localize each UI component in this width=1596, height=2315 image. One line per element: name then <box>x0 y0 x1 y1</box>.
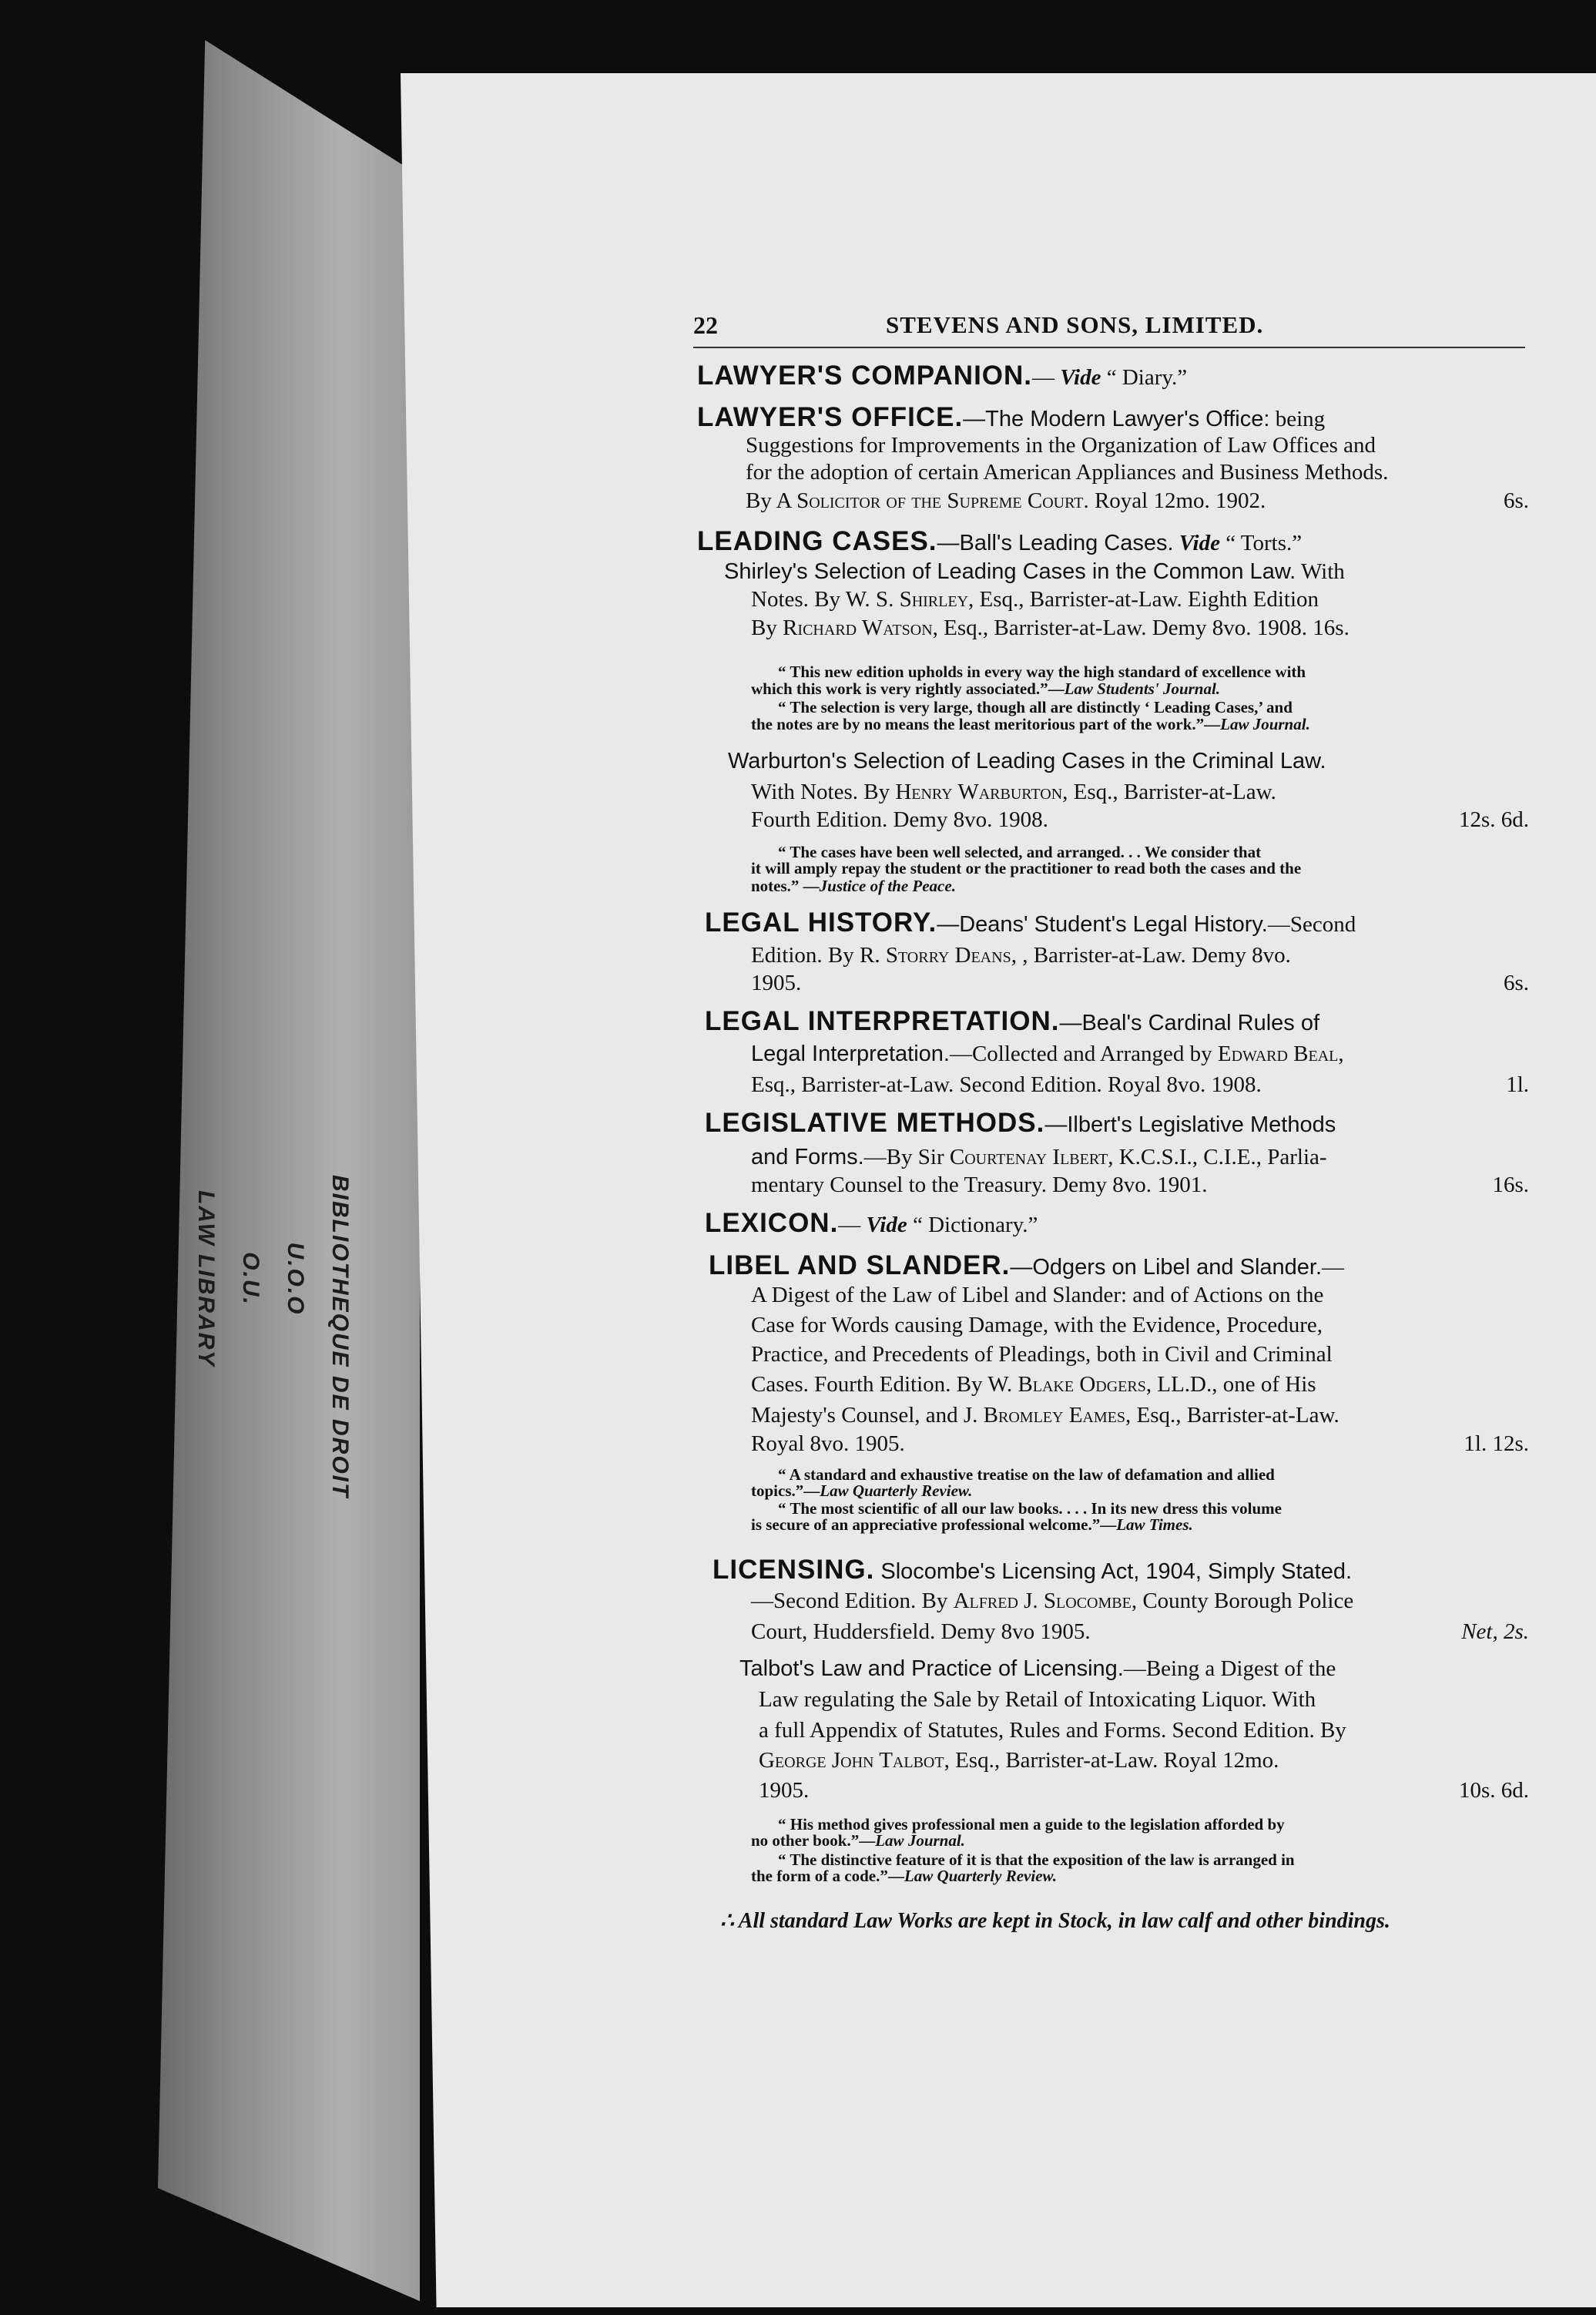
text-line <box>751 1040 1529 1068</box>
author-name: Richard Watson, <box>783 616 938 640</box>
stamp-line: U.O.O <box>283 1242 308 1316</box>
review-quote: it will amply repay the student or the practitioner to read both the cases and the <box>751 859 1302 877</box>
text-line <box>751 1618 1529 1646</box>
review-source: Law Quarterly Review. <box>904 1867 1057 1885</box>
price: 6s. <box>1503 971 1529 995</box>
page-number: 22 <box>693 311 718 339</box>
text-line <box>751 1831 1529 1850</box>
entry-heading: LEGAL HISTORY. <box>705 908 937 938</box>
vide-label: Vide <box>1173 531 1220 555</box>
review-quote: “ A standard and exhaustive treatise on the law of defamation and allied <box>778 1465 1275 1484</box>
title-text: Slocombe's Licensing Act, 1904, Simply Stated. <box>874 1559 1353 1584</box>
text-line <box>697 362 1529 391</box>
title-text: and Forms. <box>751 1145 864 1169</box>
body-text: — <box>1322 1255 1345 1280</box>
review-source: Law Journal. <box>875 1831 965 1850</box>
price: Net, 2s. <box>1461 1619 1529 1644</box>
title-text: Shirley's Selection of Leading Cases in the Common Law. <box>724 559 1296 584</box>
body-text: Royal 12mo. 1902. <box>1088 488 1266 513</box>
review-quote: “ The distinctive feature of it is that the exposition of the law is arranged in <box>778 1850 1295 1869</box>
text-line <box>746 431 1529 459</box>
text-line <box>751 1071 1529 1099</box>
text-line <box>724 558 1529 585</box>
body-text: Case for Words causing Damage, with the Evidence, Procedure, <box>751 1313 1323 1337</box>
vide-label: Vide <box>1060 365 1101 390</box>
review-source: Law Students' Journal. <box>1064 679 1221 698</box>
author-name: Bromley Eames, <box>983 1403 1132 1428</box>
body-text: Law regulating the Sale by Retail of Intoxicating Liquor. With <box>759 1687 1316 1712</box>
body-text: for the adoption of certain American Appliances and Business Methods. <box>746 460 1389 485</box>
title-text: Warburton's Selection of Leading Cases in the Criminal Law. <box>728 749 1326 773</box>
text-line <box>759 1777 1529 1804</box>
title-text: —The Modern Lawyer's Office: <box>963 407 1270 431</box>
vide-label: Vide <box>866 1213 907 1237</box>
stamp-line: O.U. <box>238 1252 263 1306</box>
body-text: —Being a Digest of the <box>1123 1656 1336 1681</box>
author-name: Blake Odgers, <box>1018 1372 1152 1397</box>
body-text: Court, Huddersfield. Demy 8vo 1905. <box>751 1619 1091 1644</box>
text-line <box>751 1481 1529 1500</box>
text-line <box>705 909 1529 938</box>
book-edge <box>158 40 420 2301</box>
review-quote: “ The most scientific of all our law books. . . . In its new dress this volume <box>778 1499 1282 1518</box>
body-text: Suggestions for Improvements in the Organization of Law Offices and <box>746 433 1376 458</box>
author-name: Alfred J. Slocombe, <box>953 1589 1138 1613</box>
review-quote: the form of a code.”— <box>751 1867 904 1885</box>
entry-heading: LICENSING. <box>712 1555 875 1585</box>
body-text: —By Sir <box>863 1145 950 1169</box>
text-line <box>751 585 1529 613</box>
body-text: With Notes. By <box>751 780 896 804</box>
title-text: —Odgers on Libel and Slander. <box>1010 1255 1323 1280</box>
review-quote: no other book.”— <box>751 1831 876 1850</box>
text-line <box>751 1401 1529 1429</box>
text-line <box>751 1311 1529 1339</box>
stamp-line: BIBLIOTHEQUE DE DROIT <box>327 1175 353 1499</box>
title-text: —Deans' Student's Legal History. <box>937 912 1268 937</box>
review-quote: “ His method gives professional men a guide to the legislation afforded by <box>778 1815 1285 1834</box>
entry-heading: LEGISLATIVE METHODS. <box>705 1108 1045 1138</box>
review-quote: is secure of an appreciative professional welcome.”— <box>751 1515 1117 1534</box>
body-text: —Second <box>1267 912 1356 937</box>
title-text: Legal Interpretation. <box>751 1042 950 1066</box>
stamp-line: LAW LIBRARY <box>193 1190 219 1367</box>
author-name: Edward Beal, <box>1217 1042 1344 1066</box>
review-quote: the notes are by no means the least meritorious part of the work.”— <box>751 715 1221 733</box>
author-name: Storry Deans, <box>885 943 1017 968</box>
text-line <box>751 806 1529 834</box>
text-line <box>751 1171 1529 1199</box>
review-quote: “ The cases have been well selected, and arranged. . . We consider that <box>778 843 1262 861</box>
body-text: Esq., Barrister-at-Law. <box>1068 780 1276 804</box>
body-text: By A <box>746 488 797 513</box>
body-text: County Borough Police <box>1137 1589 1354 1613</box>
title-text: —Beal's Cardinal Rules of <box>1059 1011 1320 1035</box>
body-text: Esq., Barrister-at-Law. Second Edition. Royal 8vo. 1908. <box>751 1072 1262 1097</box>
text-line <box>751 941 1529 969</box>
body-text: LL.D., one of His <box>1152 1372 1316 1397</box>
body-text: a full Appendix of Statutes, Rules and Forms. Second Edition. By <box>759 1718 1346 1743</box>
text-line <box>751 778 1529 806</box>
body-text: K.C.S.I., C.I.E., Parlia- <box>1113 1145 1327 1169</box>
review-quote: topics.”— <box>751 1481 820 1500</box>
text-line <box>751 877 1529 895</box>
text-line <box>751 1340 1529 1368</box>
entry-heading: LEADING CASES. <box>697 526 937 556</box>
entry-heading: LAWYER'S OFFICE. <box>697 402 964 432</box>
body-text: Cases. Fourth Edition. By W. <box>751 1372 1018 1397</box>
text-line <box>751 1281 1529 1309</box>
author-name: Shirley, <box>899 587 974 612</box>
body-text: 1905. <box>751 971 802 995</box>
review-source: Justice of the Peace. <box>819 877 956 895</box>
body-text: Esq., Barrister-at-Law. <box>1131 1403 1340 1428</box>
review-quote: which this work is very rightly associated.”— <box>751 679 1065 698</box>
text-line <box>759 1716 1529 1744</box>
text-line <box>759 1746 1529 1774</box>
body-text: Fourth Edition. Demy 8vo. 1908. <box>751 807 1048 832</box>
body-text: Esq., Barrister-at-Law. Eighth Edition <box>974 587 1319 612</box>
title-text: —Ilbert's Legislative Methods <box>1044 1112 1336 1137</box>
text-line <box>705 1109 1529 1139</box>
body-text: being <box>1269 407 1326 431</box>
body-text: — <box>838 1213 867 1237</box>
text-line <box>751 969 1529 997</box>
body-text: Practice, and Precedents of Pleadings, both in Civil and Criminal <box>751 1342 1333 1367</box>
running-head <box>693 308 1525 348</box>
author-name: Courtenay Ilbert, <box>949 1145 1114 1169</box>
author-name: Henry Warburton, <box>895 780 1068 804</box>
body-text: Esq., Barrister-at-Law. Royal 12mo. <box>949 1748 1279 1773</box>
price: 12s. 6d. <box>1458 807 1529 832</box>
review-source: Law Journal. <box>1220 715 1310 733</box>
text-line <box>778 698 1529 716</box>
author-name: Solicitor of the Supreme Court. <box>796 488 1089 513</box>
review-source: Law Times. <box>1116 1515 1193 1534</box>
body-text: Edition. By R. <box>751 943 886 968</box>
text-line <box>728 747 1529 775</box>
text-line <box>697 404 1529 433</box>
text-line <box>739 1655 1529 1683</box>
text-line <box>746 458 1529 486</box>
text-line <box>751 679 1529 698</box>
text-line <box>751 1867 1529 1885</box>
body-text: Royal 8vo. 1905. <box>751 1431 905 1456</box>
text-line <box>778 663 1529 681</box>
review-source: Law Quarterly Review. <box>820 1481 973 1500</box>
review-quote: “ This new edition upholds in every way the high standard of excellence with <box>778 663 1306 681</box>
text-line <box>751 1515 1529 1534</box>
review-quote: notes.” — <box>751 877 820 895</box>
entry-heading: LIBEL AND SLANDER. <box>709 1250 1011 1280</box>
text-line <box>751 1143 1529 1171</box>
price: 1l. <box>1506 1072 1529 1097</box>
body-text: —Collected and Arranged by <box>949 1042 1218 1066</box>
price: 1l. 12s. <box>1464 1431 1529 1456</box>
price: 6s. <box>1503 488 1529 513</box>
entry-heading: LEXICON. <box>705 1208 839 1238</box>
body-text: Majesty's Counsel, and J. <box>751 1403 984 1428</box>
body-text: “ Torts.” <box>1219 531 1303 555</box>
entry-heading: LAWYER'S COMPANION. <box>697 361 1033 391</box>
text-line <box>705 1210 1529 1239</box>
text-line <box>751 715 1529 733</box>
text-line <box>751 1587 1529 1615</box>
body-text: Notes. By W. S. <box>751 587 900 612</box>
text-line <box>759 1686 1529 1713</box>
running-title: STEVENS AND SONS, LIMITED. <box>886 311 1264 338</box>
author-name: George John Talbot, <box>759 1748 950 1773</box>
body-text: 1905. <box>759 1778 810 1803</box>
body-text: —Second Edition. By <box>751 1589 954 1613</box>
body-text: A Digest of the Law of Libel and Slander: and of Actions on the <box>751 1283 1324 1307</box>
body-text: mentary Counsel to the Treasury. Demy 8vo. 1901. <box>751 1173 1208 1197</box>
text-line <box>751 859 1529 877</box>
body-text: “ Diary.” <box>1101 365 1188 390</box>
body-text: — <box>1032 365 1061 390</box>
text-line <box>751 1430 1529 1458</box>
body-text: “ Dictionary.” <box>907 1213 1038 1237</box>
footer-note: ∴ All standard Law Works are kept in Stock, in law calf and other bindings. <box>720 1909 1390 1933</box>
text-line <box>712 1556 1529 1585</box>
library-stamp <box>162 1175 362 1499</box>
body-text: With <box>1296 559 1345 584</box>
text-line <box>746 487 1529 515</box>
title-text: Talbot's Law and Practice of Licensing. <box>739 1656 1124 1681</box>
body-text: , Barrister-at-Law. Demy 8vo. <box>1016 943 1291 968</box>
body-text: Esq., Barrister-at-Law. Demy 8vo. 1908. 16s. <box>937 616 1350 640</box>
price: 10s. 6d. <box>1458 1778 1529 1803</box>
text-line <box>705 1008 1529 1037</box>
body-text: By <box>751 616 783 640</box>
text-line <box>751 614 1529 642</box>
title-text: —Ball's Leading Cases. <box>937 531 1174 555</box>
entry-heading: LEGAL INTERPRETATION. <box>705 1006 1060 1036</box>
review-quote: “ The selection is very large, though all are distinctly ‘ Leading Cases,’ and <box>778 698 1293 716</box>
text-line <box>697 528 1529 557</box>
price: 16s. <box>1492 1173 1529 1197</box>
text-line <box>709 1252 1529 1281</box>
text-line <box>751 1371 1529 1398</box>
